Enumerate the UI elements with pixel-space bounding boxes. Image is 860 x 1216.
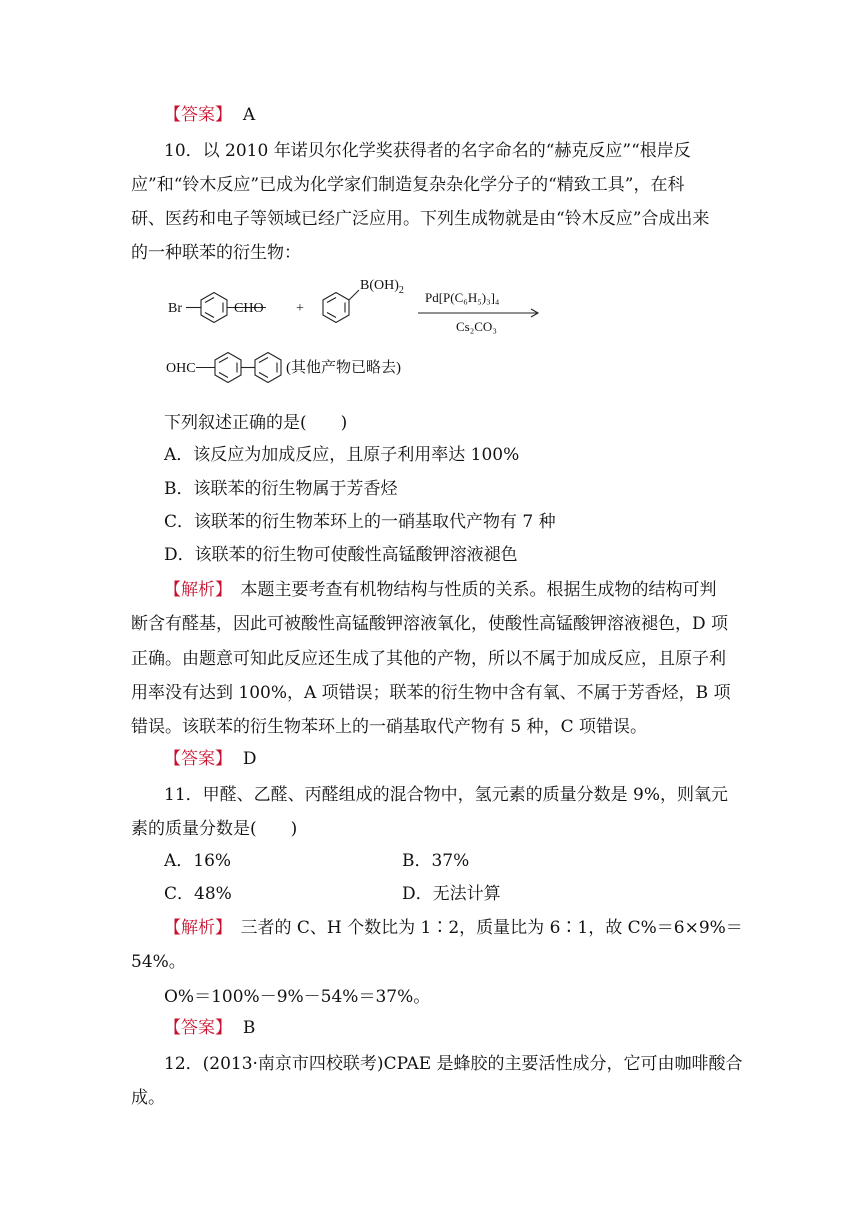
- question-10-option-b: B．该联苯的衍生物属于芳香烃: [164, 479, 398, 499]
- answer-value: D: [242, 749, 257, 769]
- question-10-stem-line-3: 研、医药和电子等领域已经广泛应用。下列生成物就是由“铃木反应”合成出来: [131, 209, 710, 229]
- question-11-analysis-line-1: 【解析】 三者的 C、H 个数比为 1∶2，质量比为 6∶1，故 C%＝6×9%＝: [164, 918, 743, 938]
- question-10-prompt: 下列叙述正确的是( ): [164, 413, 348, 433]
- question-10-analysis-line-1: 【解析】 本题主要考查有机物结构与性质的关系。根据生成物的结构可判: [164, 580, 717, 600]
- answer-line-q11: [164, 1017, 255, 1039]
- answer-tag: 【答案】: [164, 105, 232, 125]
- question-12-stem-line-2: 成。: [131, 1088, 165, 1108]
- answer-tag: 【答案】: [164, 1018, 232, 1038]
- question-11-option-b: B．37%: [402, 851, 470, 871]
- question-11-analysis-line-3: O%＝100%－9%－54%＝37%。: [164, 987, 431, 1007]
- question-11-stem-line-1: 11．甲醛、乙醛、丙醛组成的混合物中，氢元素的质量分数是 9%，则氧元: [164, 785, 729, 805]
- question-11-option-d: D．无法计算: [402, 884, 501, 904]
- plus-sign: +: [296, 301, 304, 316]
- question-10-stem-line-2: 应”和“铃木反应”已成为化学家们制造复杂杂化学分子的“精致工具”，在科: [131, 175, 685, 195]
- question-11-option-a: A．16%: [164, 851, 232, 871]
- answer-line-q10: [164, 748, 256, 770]
- answer-value: A: [242, 105, 256, 125]
- question-11-option-c: C．48%: [164, 884, 232, 904]
- question-10-analysis-line-2: 断含有醛基，因此可被酸性高锰酸钾溶液氧化，使酸性高锰酸钾溶液褪色，D 项: [131, 614, 729, 634]
- base-label: Cs₂CO₃: [456, 319, 497, 334]
- question-12-stem-line-1: 12．(2013·南京市四校联考)CPAE 是蜂胶的主要活性成分，它可由咖啡酸合: [164, 1054, 743, 1074]
- answer-value: B: [242, 1018, 256, 1038]
- byproduct-note: (其他产物已略去): [286, 360, 401, 376]
- question-10-analysis-line-4: 用率没有达到 100%，A 项错误；联苯的衍生物中含有氧、不属于芳香烃，B 项: [131, 683, 731, 703]
- answer-line-q9: [164, 104, 255, 126]
- question-10-option-d: D．该联苯的衍生物可使酸性高锰酸钾溶液褪色: [164, 545, 518, 565]
- question-10-option-a: A．该反应为加成反应，且原子利用率达 100%: [164, 445, 520, 465]
- question-10-stem-line-4: 的一种联苯的衍生物：: [131, 243, 301, 263]
- reactant1-aldehyde-label: CHO: [234, 301, 264, 316]
- product-aldehyde-label: OHC: [166, 361, 196, 376]
- analysis-tag: 【解析】: [164, 918, 224, 938]
- question-10-analysis-line-5: 错误。该联苯的衍生物苯环上的一硝基取代产物有 5 种，C 项错误。: [131, 717, 648, 737]
- question-10-analysis-line-3: 正确。由题意可知此反应还生成了其他的产物，所以不属于加成反应，且原子利: [131, 649, 726, 669]
- question-10-option-c: C．该联苯的衍生物苯环上的一硝基取代产物有 7 种: [164, 512, 556, 532]
- question-11-stem-line-2: 素的质量分数是( ): [131, 819, 298, 839]
- reactant1-bromo-label: Br: [168, 301, 182, 316]
- boronic-acid-label: $B(OH)_2$: [360, 278, 404, 296]
- reaction-scheme: [160, 270, 590, 390]
- question-11-analysis-line-2: 54%。: [131, 952, 186, 972]
- catalyst-label: Pd[P(C₆H₅)₃]₄: [425, 290, 500, 305]
- answer-tag: 【答案】: [164, 749, 232, 769]
- question-10-stem-line-1: 10．以 2010 年诺贝尔化学奖获得者的名字命名的“赫克反应”“根岸反: [164, 141, 691, 161]
- analysis-tag: 【解析】: [164, 580, 224, 600]
